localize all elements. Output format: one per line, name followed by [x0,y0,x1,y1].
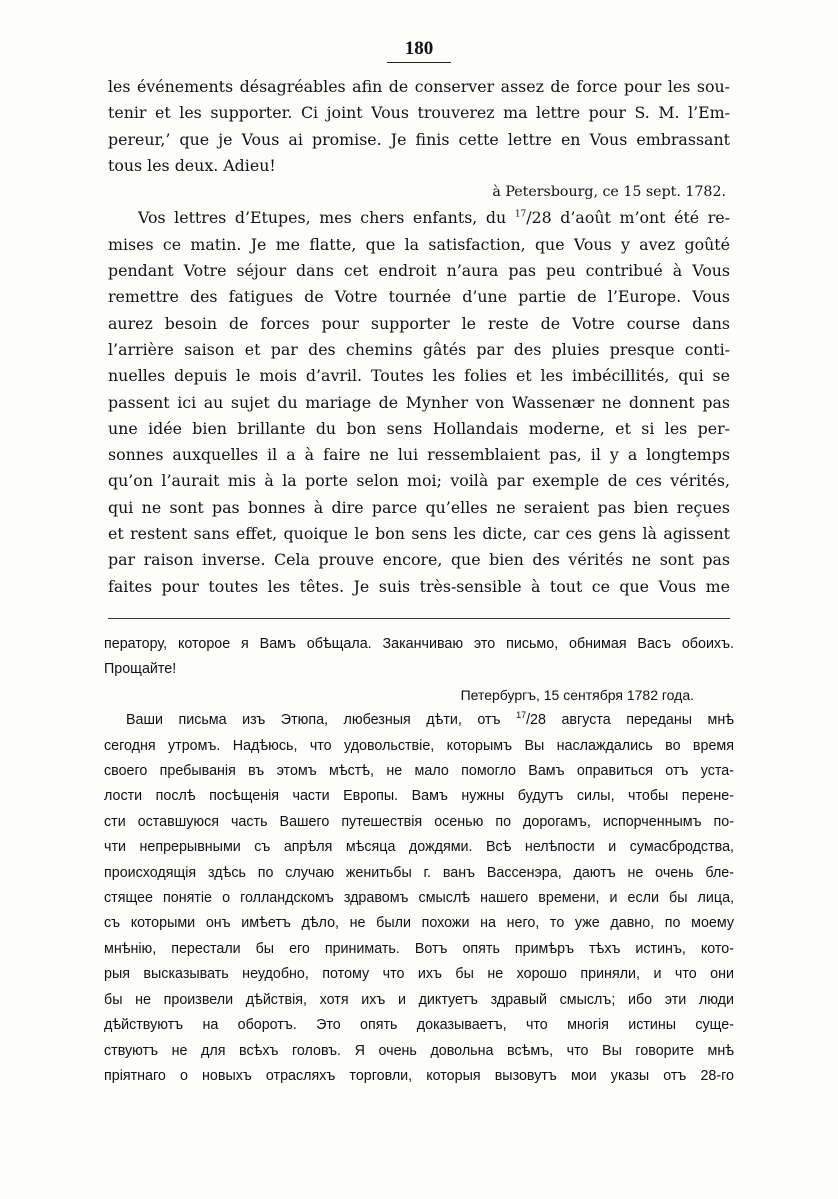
text-line: Ваши письма изъ Этюпа, любезныя дѣти, отъ $^{17}$/28 августа переданы мнѣ [126,710,735,729]
letter-date: Петербургъ, 15 сентября 1782 года. [460,686,694,703]
text-line: nuelles depuis le mois d’avril. Toutes les folies et les imbécillités, qui se [108,366,730,386]
text-line: aurez besoin de forces pour supporter le reste de Votre course dans [108,313,730,333]
french-text [108,74,730,600]
text-line: remettre des fatigues de Votre tournée d’une partie de l’Europe. Vous [108,287,730,307]
letter-date: à Petersbourg, ce 15 sept. 1782. [492,184,726,201]
text-line: faites pour toutes les têtes. Je suis très-sensible à tout ce que Vous me [108,576,730,596]
text-line: съ которыми онъ имѣетъ дѣло, не были похожи на него, то уже давно, по моему [104,915,734,932]
text-line: les événements désagréables afin de conserver assez de force pour les sou- [108,77,730,96]
text-line: l’arrière saison et par des chemins gâtés par des pluies presque conti- [108,339,730,359]
text-line: Прощайте! [104,661,177,678]
text-line: мнѣнію, перестали бы его принимать. Вотъ опять примѣръ тѣхъ истинъ, кото- [104,940,734,957]
text-line: tenir et les supporter. Ci joint Vous trouverez ma lettre pour S. M. l’Em- [108,103,730,123]
text-line: qu’on l’aurait mis à la porte selon moi; voilà par exemple de ces vérités, [108,471,730,491]
text-line: лости послѣ посѣщенія части Европы. Вамъ нужны будутъ силы, чтобы перене- [104,788,734,805]
text-line: чти непрерывными съ апрѣля мѣсяца дождями. Всѣ нелѣпости и сумасбродства, [104,839,734,856]
text-line: сегодня утромъ. Надѣюсь, что удовольствіе, которымъ Вы наслаждались во время [104,737,734,754]
text-line: pereur,’ que je Vous ai promise. Je finis cette lettre en Vous embrassant [108,129,730,149]
text-line: passent ici au sujet du mariage de Mynher von Wassenær ne donnent pas [108,392,730,412]
text-line: Vos lettres d’Etupes, mes chers enfants, du $^{17}$/28 d’août m’ont été re- [138,208,730,228]
text-line: et restent sans effet, quoique le bon sens les dicte, car ces gens là agissent [108,524,730,544]
text-line: сти оставшуюся часть Вашего путешествія осенью по дорогамъ, испорченнымъ по- [104,813,734,830]
text-line: бы не произвели дѣйствія, хотя ихъ и диктуетъ здравый смыслъ; ибо эти люди [104,991,734,1008]
text-line: mises ce matin. Je me flatte, que la satisfaction, que Vous y avez goûté [108,234,730,254]
text-line: рыя высказывать неудобно, потому что ихъ бы не хорошо приняли, и что они [104,966,734,983]
text-line: une idée bien brillante du bon sens Hollandais moderne, et si les per- [108,418,730,438]
text-line: ствуютъ не для всѣхъ головъ. Я очень довольна всѣмъ, что Вы говорите мнѣ [104,1042,734,1059]
text-line: своего пребыванія въ этомъ мѣстѣ, не мало помогло Вамъ оправиться отъ уста- [104,763,734,780]
russian-translation [104,632,734,1089]
text-line: происходящія здѣсь по случаю женитьбы г. ванъ Вассенэра, даютъ не очень бле- [104,864,734,881]
text-line: стящее понятіе о голландскомъ здравомъ смыслѣ нашего времени, и если бы лица, [104,890,734,907]
text-line: sonnes auxquelles il a à faire ne lui ressemblaient pas, il y a longtemps [108,445,730,465]
text-line: пріятнаго о новыхъ отрасляхъ торговли, которыя вызовутъ мои указы отъ 28-го [104,1067,734,1084]
page-number: 180 [0,38,838,63]
text-line: pendant Votre séjour dans cet endroit n’aura pas peu contribué à Vous [108,261,730,281]
text-line: par raison inverse. Cela prouve encore, que bien des vérités ne sont pas [108,550,730,570]
text-line: ператору, которое я Вамъ обѣщала. Заканчиваю это письмо, обнимая Васъ обоихъ. [104,636,734,652]
text-line: tous les deux. Adieu! [108,155,276,175]
section-divider [108,618,730,619]
text-line: qui ne sont pas bonnes à dire parce qu’elles ne seraient pas bien reçues [108,497,730,517]
text-line: дѣйствуютъ на оборотъ. Это опять доказываетъ, что многія истины суще- [104,1017,734,1034]
